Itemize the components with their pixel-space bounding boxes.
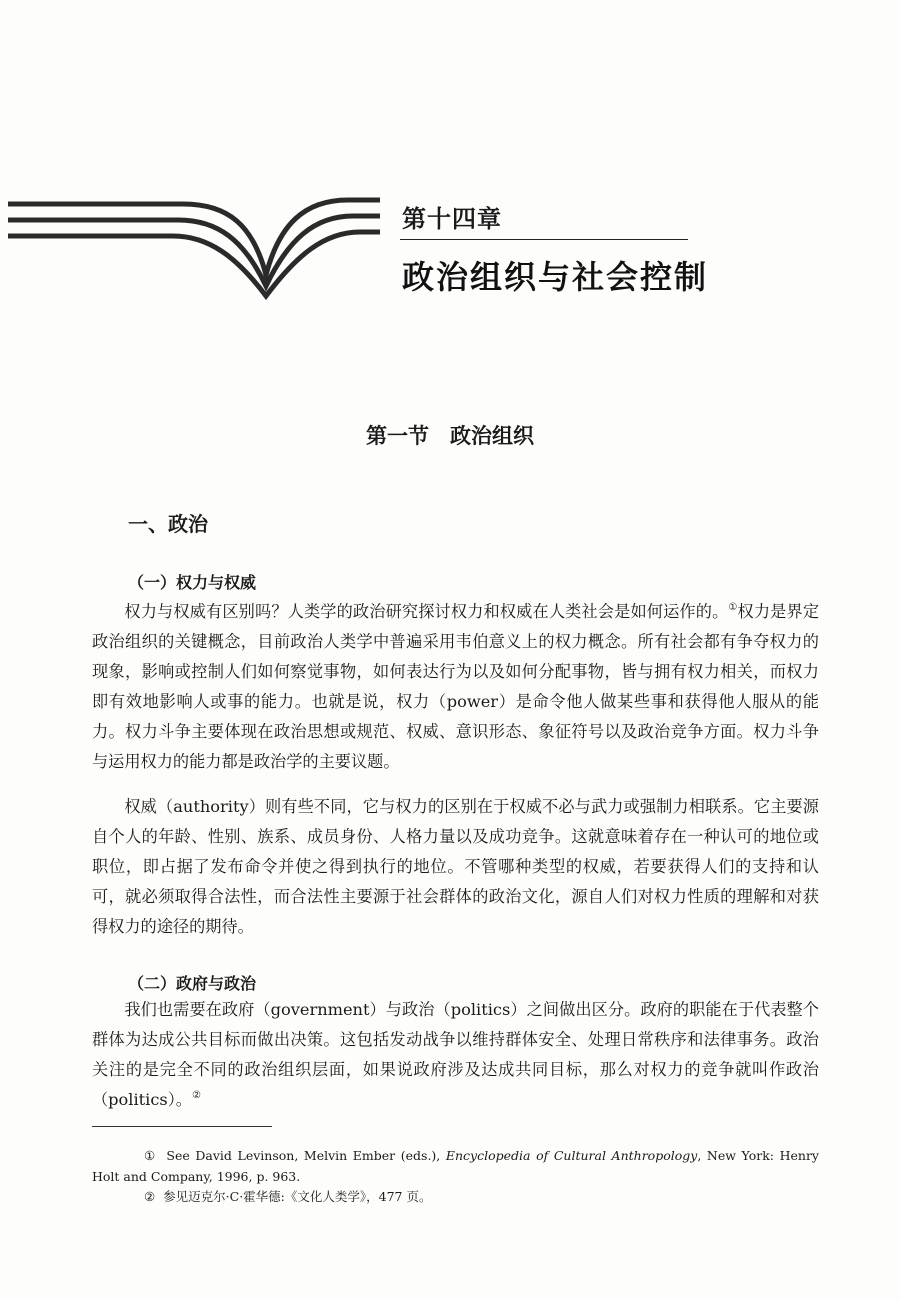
footnote-mark: ① bbox=[144, 1148, 156, 1163]
chapter-title: 政治组织与社会控制 bbox=[402, 258, 709, 296]
paragraph-text-continued: 权力是界定政治组织的关键概念，目前政治人类学中普遍采用韦伯意义上的权力概念。所有社会都有争夺权力的现象，影响或控制人们如何察觉事物，如何表达行为以及如何分配事物，皆与拥有权力相关，而权力即有效地影响人或事的能力。也就是说，权力（power）是命令他人做某些事和获得他人服从的能力。权力斗争主要体现在政治思想或规范、权威、意识形态、象征符号以及政治竞争方面。权力斗争与运用权力的能力都是政治学的主要议题。 bbox=[92, 602, 820, 771]
footnote-2 bbox=[92, 1186, 819, 1207]
footnote-mark: ② bbox=[144, 1189, 156, 1204]
chapter-number: 第十四章 bbox=[402, 205, 502, 233]
footnote-book-title: Encyclopedia of Cultural Anthropology bbox=[445, 1148, 698, 1163]
paragraph-text: 权力与权威有区别吗？人类学的政治研究探讨权力和权威在人类社会是如何运作的。 bbox=[124, 602, 729, 621]
footnote-divider bbox=[92, 1126, 272, 1127]
footnote-ref-1[interactable]: ① bbox=[728, 602, 738, 613]
footnote-ref-2[interactable]: ② bbox=[191, 1090, 201, 1101]
paragraph-government bbox=[92, 995, 819, 1115]
paragraph-text: 我们也需要在政府（government）与政治（politics）之间做出区分。政府的职能在于代表整个群体为达成公共目标而做出决策。这包括发动战争以维持群体安全、处理日常秩序和法律事务。政治关注的是完全不同的政治组织层面，如果说政府涉及达成共同目标，那么对权力的竞争就叫作政治（politics）。 bbox=[92, 1000, 819, 1109]
subsection-heading-government-politics: （二）政府与政治 bbox=[128, 974, 257, 993]
footnote-text-end: , New York: Henry Holt and Company, 1996, p. 963. bbox=[92, 1148, 819, 1184]
section-title: 第一节 政治组织 bbox=[366, 424, 534, 448]
footnote-text: See David Levinson, Melvin Ember (eds.), bbox=[166, 1148, 446, 1163]
paragraph-authority: 权威（authority）则有些不同，它与权力的区别在于权威不必与武力或强制力相联系。它主要源自个人的年龄、性别、族系、成员身份、人格力量以及成功竞争。这就意味着存在一种认可的地位或职位，即占据了发布命令并使之得到执行的地位。不管哪种类型的权威，若要获得人们的支持和认可，就必须取得合法性，而合法性主要源于社会群体的政治文化，源自人们对权力性质的理解和对获得权力的途径的期待。 bbox=[92, 797, 819, 936]
paragraph-power bbox=[92, 597, 819, 777]
footnote-1 bbox=[92, 1145, 819, 1187]
footnote-text: 参见迈克尔·C·霍华德:《文化人类学》，477 页。 bbox=[163, 1189, 432, 1204]
heading-politics: 一、政治 bbox=[128, 512, 208, 536]
chapter-divider bbox=[400, 239, 688, 240]
subsection-heading-power-authority: （一）权力与权威 bbox=[128, 573, 257, 592]
chapter-emblem-graphic bbox=[8, 190, 383, 300]
